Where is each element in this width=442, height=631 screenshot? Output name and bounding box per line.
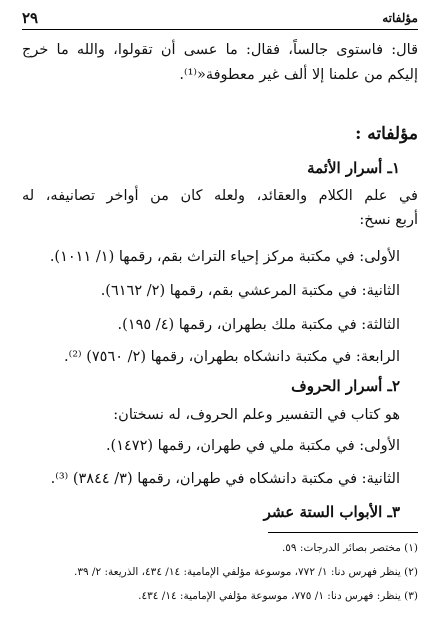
work-1-copy-2: الثانية: في مكتبة المرعشي بقم، رقمها (٢/ ٦١٦٢). — [100, 283, 400, 299]
footnote-3: (٣) ينظر: فهرس دنا: ١/ ٧٧٥، موسوعة مؤلفي الإمامية: ١٤/ ٤٣٤. — [138, 590, 418, 602]
running-title: مؤلفاته — [382, 11, 418, 25]
footnote-2: (٢) ينظر فهرس دنا: ١/ ٧٧٢، موسوعة مؤلفي الإمامية: ١٤/ ٤٣٤، الذريعة: ٢/ ٣٩. — [73, 566, 418, 578]
work-1-copy-3: الثالثة: في مكتبة ملك بطهران، رقمها (٤/ ١٩٥). — [117, 317, 400, 333]
running-header — [22, 9, 418, 29]
work-1-copy-4: الرابعة: في مكتبة دانشكاه بطهران، رقمها (٢/ ٧٥٦٠) ⁽²⁾. — [64, 349, 400, 365]
work-2-title: ٢ـ أسرار الحروف — [291, 377, 400, 395]
header-rule — [22, 29, 418, 30]
work-3-title: ٣ـ الأبواب الستة عشر — [263, 503, 400, 521]
work-1-intro-line-1: في علم الكلام والعقائد، ولعله كان من أواخر تصانيفه، له — [22, 188, 418, 204]
quote-line-1: قال: فاستوى جالساً، فقال: ما عسى أن تقولوا، والله ما خرج — [22, 42, 418, 58]
footnote-1: (١) مختصر بصائر الدرجات: ٥٩. — [281, 542, 418, 554]
footnote-rule — [268, 532, 418, 533]
page-number: ٢٩ — [22, 9, 39, 27]
work-1-copy-1: الأولى: في مكتبة مركز إحياء التراث بقم، رقمها (١/ ١٠١١). — [49, 249, 400, 265]
work-1-intro-line-2: أربع نسخ: — [359, 212, 418, 228]
work-2-copy-2: الثانية: في مكتبة دانشكاه في طهران، رقمها (٣/ ٣٨٤٤) ⁽³⁾. — [50, 471, 400, 487]
work-1-title: ١ـ أسرار الأئمة — [307, 159, 400, 177]
work-2-copy-1: الأولى: في مكتبة ملي في طهران، رقمها (١٤٧٢). — [105, 438, 400, 454]
quote-line-2: إليكم من علمنا إلا ألف غير معطوفة«⁽¹⁾. — [179, 67, 418, 83]
section-heading: مؤلفاته : — [355, 124, 418, 144]
work-2-intro: هو كتاب في التفسير وعلم الحروف، له نسختان: — [113, 407, 400, 423]
